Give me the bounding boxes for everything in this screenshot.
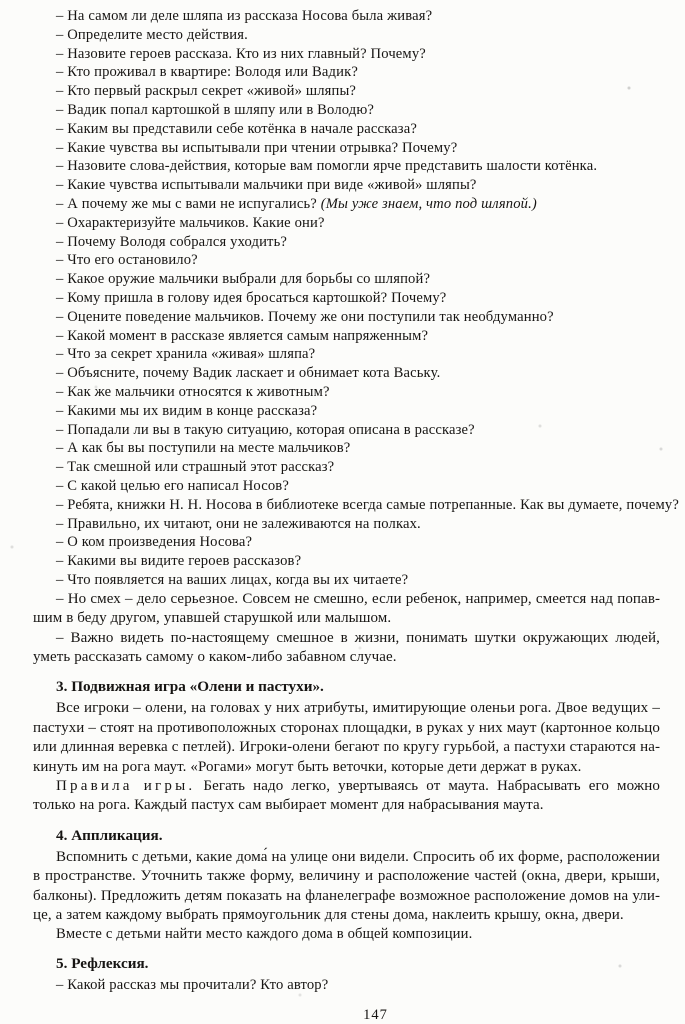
question-line: – Так смешной или страшный этот рассказ?: [56, 459, 335, 476]
question-line: – Какие чувства вы испытывали при чтении отрывка? Почему?: [56, 139, 458, 156]
question-line: – Назовите героев рассказа. Кто из них главный? Почему?: [56, 45, 426, 62]
question-line: – Как же мальчики относятся к животным?: [56, 383, 330, 400]
section-heading-reflection: 5. Рефлексия.: [56, 955, 149, 973]
question-line: – На самом ли деле шляпа из рассказа Носова была живая?: [56, 8, 433, 24]
question-line: – Определите место действия.: [56, 26, 248, 43]
section-heading-game: 3. Подвижная игра «Олени и пастухи».: [56, 678, 324, 696]
question-line: – Вадик попал картошкой в шляпу или в Володю?: [56, 101, 375, 118]
question-line: – Почему Володя собрался уходить?: [56, 233, 288, 250]
question-line: – Объясните, почему Вадик ласкает и обнимает кота Ваську.: [56, 365, 441, 382]
question-line: – А как бы вы поступили на месте мальчиков?: [56, 440, 351, 457]
question-line: – Каким вы представили себе котёнка в начале рассказа?: [56, 120, 417, 137]
question-line: – Назовите слова-действия, которые вам помогли ярче представить шалости котёнка.: [56, 158, 598, 175]
applique-closing-line: Вместе с детьми найти место каждого дома в общей композиции.: [56, 926, 473, 943]
question-line: – Что за секрет хранила «живая» шляпа?: [56, 346, 316, 363]
section-heading-applique: 4. Аппликация.: [56, 826, 163, 844]
question-line: – Кому пришла в голову идея бросаться картошкой? Почему?: [56, 289, 447, 306]
question-line: – Кто проживал в квартире: Володя или Вадик?: [56, 64, 358, 81]
question-line: – Охарактеризуйте мальчиков. Какие они?: [56, 214, 325, 231]
game-rules-label: Правила игры.: [56, 777, 196, 794]
question-line: – С какой целью его написал Носов?: [56, 477, 289, 494]
question-line: – Кто первый раскрыл секрет «живой» шляпы?: [56, 83, 357, 100]
question-line: – Ребята, книжки Н. Н. Носова в библиотеке всегда самые потрепанные. Как вы думаете, почему?: [56, 496, 680, 513]
question-line: – Что его остановило?: [56, 252, 198, 269]
question-line-italic: (Мы уже знаем, что под шляпой.): [320, 195, 537, 212]
applique-paragraph: Вспомнить с детьми, какие дома́ на улице они видели. Спросить об их форме, расположении в пространстве. Уточнить также форму, величину и расположение частей (окна, двери, крыши, балконы). Предложить детям показать на фланелеграфе возможное расположение домов на улице, а затем каждому выбрать прямоугольник для стены дома, наклеить крышу, окна, двери.: [33, 848, 660, 923]
page-number: 147: [363, 1006, 388, 1023]
question-line: – О ком произведения Носова?: [56, 534, 253, 551]
game-rules-text: Бегать надо легко, увертываясь от маута. Набрасывать его можно только на рога. Каждый пастух сам выбирает момент для набрасывания маута.: [33, 777, 660, 814]
question-line: – Оцените поведение мальчиков. Почему же они поступили так необдуманно?: [56, 308, 554, 325]
question-line: – Попадали ли вы в такую ситуацию, которая описана в рассказе?: [56, 421, 475, 438]
question-line: – А почему же мы с вами не испугались? (Мы уже знаем, что под шляпой.): [56, 195, 537, 212]
remark-paragraph: – Но смех – дело серьезное. Совсем не смешно, если ребенок, например, смеется над попавшим в беду другом, упавшей старушкой или малышом.: [33, 590, 660, 627]
game-rules: [33, 777, 660, 816]
question-list: [33, 7, 680, 590]
question-line: – Какой момент в рассказе является самым напряженным?: [56, 327, 429, 344]
teacher-remarks: [33, 590, 660, 668]
remark-paragraph: – Важно видеть по-настоящему смешное в жизни, понимать шутки окружающих людей, уметь рассказать самому о каком-либо забавном случае.: [33, 629, 660, 665]
question-line: – Правильно, их читают, они не залеживаются на полках.: [56, 515, 421, 532]
question-line: – Какие чувства испытывали мальчики при виде «живой» шляпы?: [56, 177, 477, 194]
question-line: – Какими вы видите героев рассказов?: [56, 553, 302, 570]
question-line: – Какими мы их видим в конце рассказа?: [56, 402, 318, 419]
reflection-question: – Какой рассказ мы прочитали? Кто автор?: [56, 977, 329, 994]
question-line: – Что появляется на ваших лицах, когда вы их читаете?: [56, 571, 409, 588]
game-description: Все игроки – олени, на головах у них атрибуты, имитирующие оленьи рога. Двое ведущих – пастухи – стоят на противоположных сторонах площадки, в руках у них маут (картонное кольцо или длинная веревка с петлей). Игроки-олени бегают по кругу гурьбой, а пастухи стараются накинуть им на рога маут. «Рогами» могут быть веточки, которые дети держат в руках.: [33, 700, 660, 775]
question-line: – Какое оружие мальчики выбрали для борьбы со шляпой?: [56, 271, 431, 288]
